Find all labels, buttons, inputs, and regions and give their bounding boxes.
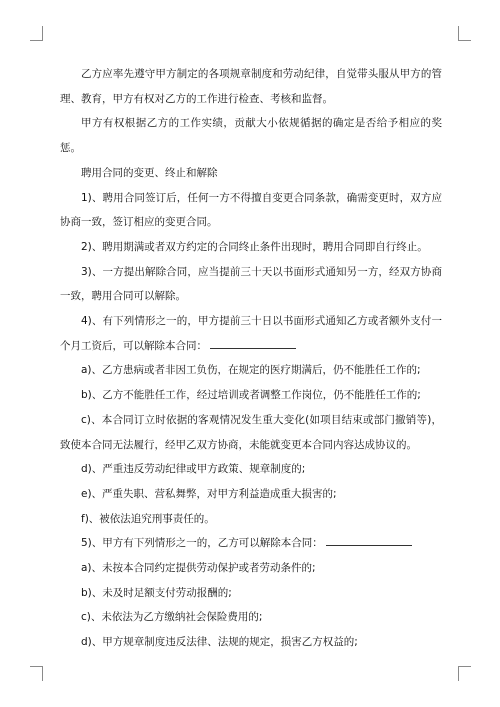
clause-4-item-b: b)、乙方不能胜任工作，经过培训或者调整工作岗位，仍不能胜任工作的; [81, 389, 421, 402]
clause-5-item-a: a)、未按本合同约定提供劳动保护或者劳动条件的; [81, 562, 316, 575]
crop-mark-top-left [30, 26, 43, 41]
clause-4-item-d: d)、严重违反劳动纪律或甲方政策、规章制度的; [81, 463, 306, 476]
clause-4-employer-notice: 4)、有下列情形之一的，甲方提前三十日以书面形式通知乙方或者额外支付一个月工资后，可以解除本合同： [60, 315, 442, 352]
paragraph-rewards-penalties: 甲方有权根据乙方的工作实绩，贡献大小依规循据的确定是否给予相应的奖惩。 [60, 117, 442, 155]
clause-4-item-c: c)、本合同订立时依据的客观情况发生重大变化(如项目结束或部门撤销等)，致使本合同无法履行，经甲乙双方协商，未能就变更本合同内容达成协议的。 [60, 413, 442, 451]
clause-5-item-c: c)、未依法为乙方缴纳社会保险费用的; [81, 611, 263, 624]
section-heading-contract-changes: 聘用合同的变更、终止和解除 [81, 166, 218, 179]
clause-4-item-a: a)、乙方患病或者非因工负伤，在规定的医疗期满后，仍不能胜任工作的; [81, 364, 421, 377]
fill-in-blank-line [210, 347, 296, 349]
clause-5-employee-dissolution: 5)、甲方有下列情形之一的，乙方可以解除本合同： [60, 531, 442, 556]
fill-in-blank-line [326, 544, 412, 546]
crop-mark-top-right [458, 26, 471, 41]
document-body [60, 62, 442, 655]
clause-1-changes: 1)、聘用合同签订后，任何一方不得擅自变更合同条款，确需变更时，双方应协商一致，签订相应的变更合同。 [60, 191, 442, 229]
clause-5-item-b: b)、未及时足额支付劳动报酬的; [81, 586, 232, 599]
clause-4-item-e: e)、严重失职、营私舞弊，对甲方利益造成重大损害的; [81, 487, 337, 500]
crop-mark-bottom-right [458, 666, 471, 681]
crop-mark-bottom-left [30, 666, 43, 681]
clause-4-item-f: f)、被依法追究刑事责任的。 [81, 512, 215, 525]
clause-2-termination: 2)、聘用期满或者双方约定的合同终止条件出现时，聘用合同即自行终止。 [81, 240, 428, 253]
paragraph-obey-rules: 乙方应率先遵守甲方制定的各项规章制度和劳动纪律，自觉带头服从甲方的管理、教育，甲方有权对乙方的工作进行检查、考核和监督。 [60, 68, 442, 105]
clause-3-mutual-dissolution: 3)、一方提出解除合同，应当提前三十天以书面形式通知另一方，经双方协商一致，聘用合同可以解除。 [60, 265, 442, 303]
clause-5-item-d: d)、甲方规章制度违反法律、法规的规定，损害乙方权益的; [81, 636, 358, 649]
